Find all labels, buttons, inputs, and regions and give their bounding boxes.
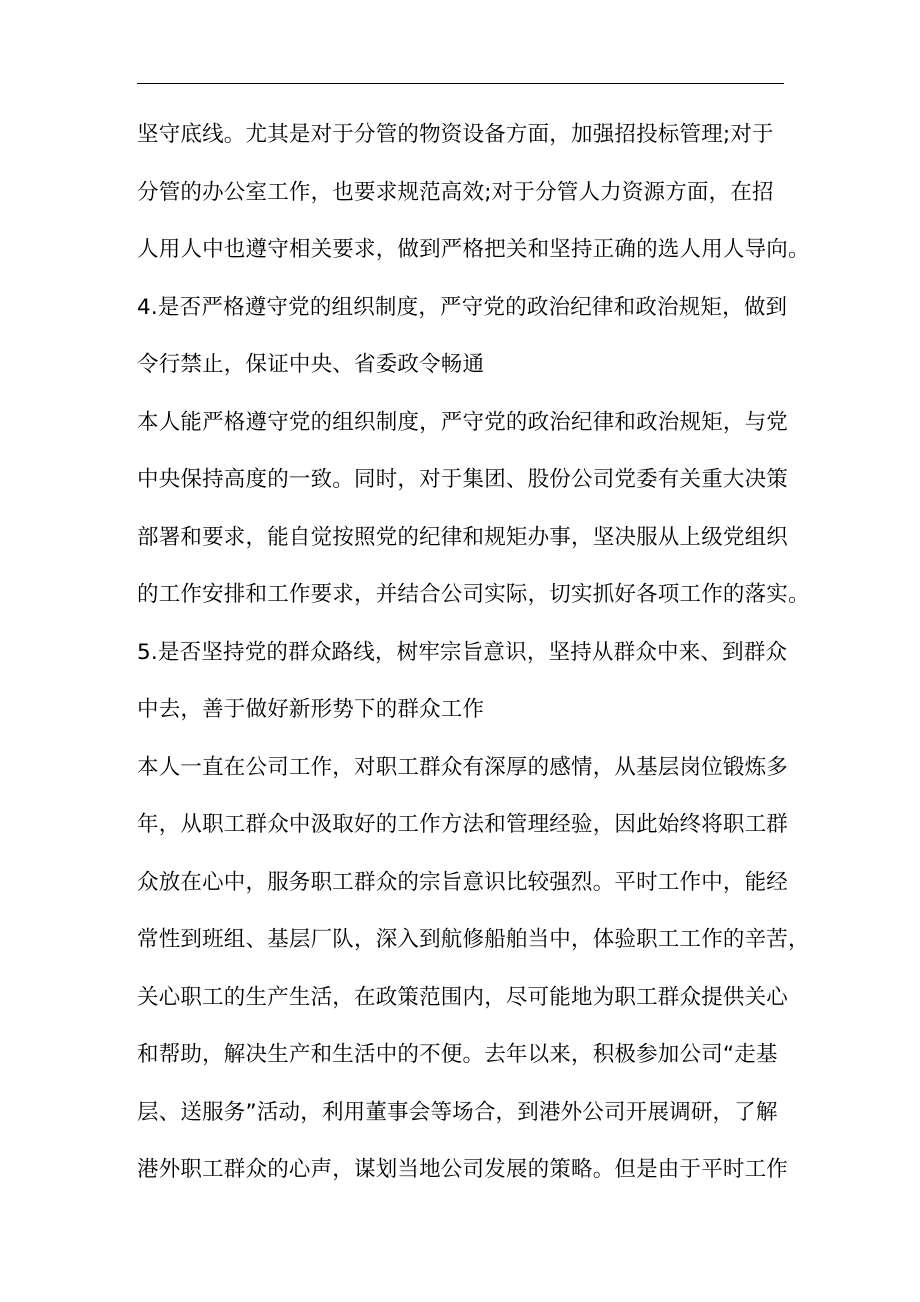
text-line: 的工作安排和工作要求，并结合公司实际，切实抓好各项工作的落实。 xyxy=(137,582,810,607)
section-heading: 中去，善于做好新形势下的群众工作 xyxy=(137,697,485,722)
document-body xyxy=(137,106,817,1199)
text-line: 关心职工的生产生活，在政策范围内，尽可能地为职工群众提供关心 xyxy=(137,984,789,1010)
text-line: 常性到班组、基层厂队，深入到航修船舶当中，体验职工工作的辛苦， xyxy=(137,927,810,952)
text-line: 层、送服务”活动，利用董事会等场合，到港外公司开展调研，了解 xyxy=(137,1099,778,1125)
text-line: 部署和要求，能自觉按照党的纪律和规矩办事，坚决服从上级党组织 xyxy=(137,524,789,550)
text-line: 坚守底线。尤其是对于分管的物资设备方面，加强招投标管理;对于 xyxy=(137,122,774,147)
text-line: 众放在心中，服务职工群众的宗旨意识比较强烈。平时工作中，能经 xyxy=(137,869,789,895)
text-line: 中央保持高度的一致。同时，对于集团、股份公司党委有关重大决策 xyxy=(137,467,789,492)
text-line: 港外职工群众的心声，谋划当地公司发展的策略。但是由于平时工作 xyxy=(137,1157,789,1182)
text-line: 本人能严格遵守党的组织制度，严守党的政治纪律和政治规矩，与党 xyxy=(137,409,789,435)
section-heading: 5.是否坚持党的群众路线，树牢宗旨意识，坚持从群众中来、到群众 xyxy=(137,639,788,665)
text-line: 分管的办公室工作，也要求规范高效;对于分管人力资源方面，在招 xyxy=(137,179,774,205)
text-line: 年，从职工群众中汲取好的工作方法和管理经验，因此始终将职工群 xyxy=(137,812,789,837)
header-rule xyxy=(137,83,784,84)
section-heading: 令行禁止，保证中央、省委政令畅通 xyxy=(137,352,485,377)
text-line: 本人一直在公司工作，对职工群众有深厚的感情，从基层岗位锻炼多 xyxy=(137,754,789,780)
text-line: 和帮助，解决生产和生活中的不便。去年以来，积极参加公司“走基 xyxy=(137,1042,778,1067)
section-heading: 4.是否严格遵守党的组织制度，严守党的政治纪律和政治规矩，做到 xyxy=(137,294,788,320)
text-line: 人用人中也遵守相关要求，做到严格把关和坚持正确的选人用人导向。 xyxy=(137,237,810,262)
